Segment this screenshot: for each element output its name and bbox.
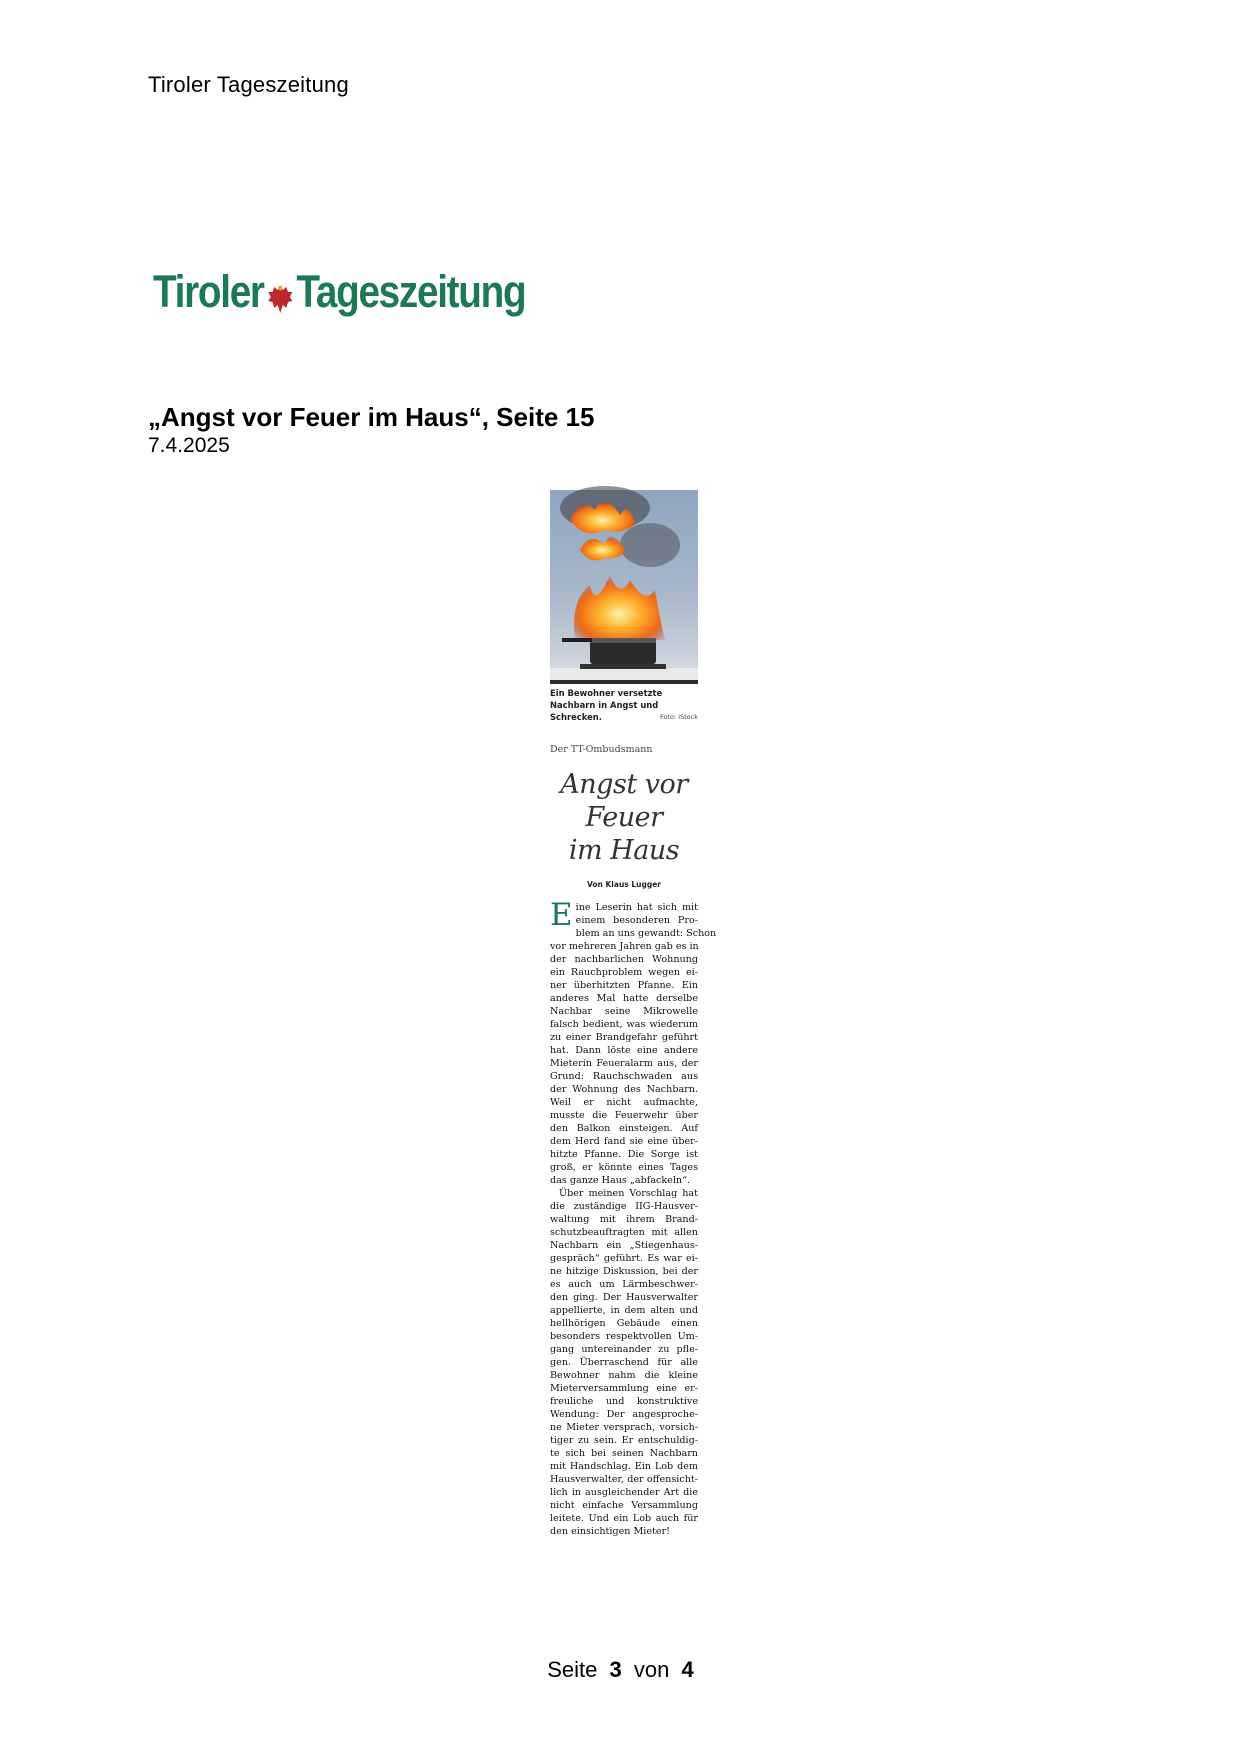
article-line: hat. Dann löste eine andere: [550, 1045, 698, 1056]
paragraph-2: [550, 1187, 698, 1538]
article-byline: Von Klaus Lugger: [587, 880, 661, 889]
paragraph-1: [550, 897, 717, 1187]
article-line: groß, er könnte eines Tages: [550, 1162, 698, 1173]
article-line: ner überhitzten Pfanne. Ein: [550, 980, 698, 991]
footer-prefix: Seite: [547, 1657, 598, 1682]
article-line: es auch um Lärmbeschwer-: [550, 1279, 698, 1290]
page-footer: [0, 1657, 1241, 1683]
photo-caption-text: Ein Bewohner versetzte Nachbarn in Angst und Schrecken.: [550, 688, 663, 722]
article-line: hellhörigen Gebäude einen: [550, 1318, 698, 1329]
article-line: den ging. Der Hausverwalter: [550, 1292, 698, 1303]
logo-text-left: Tiroler: [153, 266, 264, 317]
article-line: Bewohner nahm die kleine: [550, 1370, 698, 1381]
headline-line: Angst vor: [560, 769, 688, 800]
article-body: [550, 897, 717, 1538]
article-line: blem an uns gewandt: Schon: [575, 928, 717, 939]
article-line: den Balkon einsteigen. Auf: [550, 1123, 698, 1134]
tyrolean-eagle-icon: [267, 275, 293, 309]
article-line: gespräch“ geführt. Es war ei-: [550, 1253, 698, 1264]
article-line: besonders respektvollen Um-: [550, 1331, 698, 1342]
paragraph-1-lines: [550, 897, 717, 1187]
photo-credit: Foto: iStock: [659, 713, 698, 721]
footer-middle: von: [633, 1657, 670, 1682]
article-line: der nachbarlichen Wohnung: [550, 954, 698, 965]
article-clipping: [550, 490, 717, 1538]
article-line: te sich bei seinen Nachbarn: [550, 1448, 698, 1459]
footer-current-page: 3: [609, 1657, 622, 1682]
article-line: ne hitzige Diskussion, bei der: [550, 1266, 698, 1277]
article-line: appellierte, in dem alten und: [550, 1305, 698, 1316]
paragraph-2-lines: [550, 1187, 698, 1538]
article-photo: [550, 490, 698, 684]
footer-total-pages: 4: [681, 1657, 694, 1682]
article-line: vor mehreren Jahren gab es in: [550, 941, 699, 952]
article-line: schutzbeauftragten mit allen: [550, 1227, 698, 1238]
article-line: Nachbar seine Mikrowelle: [550, 1006, 698, 1017]
article-line: waltung mit ihrem Brand-: [550, 1214, 698, 1225]
article-line: zu einer Brandgefahr geführt: [550, 1032, 698, 1043]
article-line: ein Rauchproblem wegen ei-: [550, 967, 698, 978]
article-line: den einsichtigen Mieter!: [550, 1526, 671, 1537]
source-header: Tiroler Tageszeitung: [148, 72, 349, 97]
article-line: Weil er nicht aufmachte,: [550, 1097, 698, 1108]
article-line: das ganze Haus „abfackeln“.: [550, 1175, 691, 1186]
article-line: nicht einfache Versammlung: [550, 1500, 698, 1511]
article-line: anderes Mal hatte derselbe: [550, 993, 698, 1004]
article-line: Mieterin Feueralarm aus, der: [550, 1058, 698, 1069]
article-kicker: Der TT-Ombudsmann: [550, 744, 653, 755]
article-line: freuliche und konstruktive: [550, 1396, 698, 1407]
article-line: Hausverwalter, der offensicht-: [550, 1474, 698, 1485]
article-line: ne Mieter versprach, vorsich-: [550, 1422, 698, 1433]
article-line: Wendung: Der angesproche-: [550, 1409, 698, 1420]
headline-line: Feuer: [585, 802, 663, 833]
dropcap: E: [550, 897, 573, 933]
article-line: hitzte Pfanne. Die Sorge ist: [550, 1149, 698, 1160]
article-line: einem besonderen Pro-: [575, 915, 698, 926]
photo-caption: [550, 687, 698, 723]
article-line: der Wohnung des Nachbarn.: [550, 1084, 698, 1095]
article-line: gang untereinander zu pfle-: [550, 1344, 698, 1355]
article-line: Über meinen Vorschlag hat: [559, 1188, 698, 1199]
article-line: leitete. Und ein Lob auch für: [550, 1513, 698, 1524]
clipping-date: 7.4.2025: [148, 434, 230, 457]
article-line: gen. Überraschend für alle: [550, 1357, 698, 1368]
article-line: tiger zu sein. Er entschuldig-: [550, 1435, 698, 1446]
article-line: falsch bedient, was wiederum: [550, 1019, 698, 1030]
headline-line: im Haus: [568, 835, 680, 866]
article-line: Grund: Rauchschwaden aus: [550, 1071, 698, 1082]
article-line: dem Herd fand sie eine über-: [550, 1136, 698, 1147]
article-line: mit Handschlag. Ein Lob dem: [550, 1461, 698, 1472]
article-line: Nachbarn ein „Stiegenhaus-: [550, 1240, 698, 1251]
article-line: lich in ausgleichender Art die: [550, 1487, 698, 1498]
article-headline: [550, 768, 698, 867]
logo-text-right: Tageszeitung: [296, 266, 526, 317]
article-line: Mieterversammlung eine er-: [550, 1383, 698, 1394]
article-line: musste die Feuerwehr über: [550, 1110, 698, 1121]
article-line: die zuständige IIG-Hausver-: [550, 1201, 698, 1212]
clipping-title: „Angst vor Feuer im Haus“, Seite 15: [148, 402, 595, 432]
burning-pan-image: [550, 490, 698, 684]
article-line: ine Leserin hat sich mit: [575, 902, 698, 913]
newspaper-logo: [153, 266, 525, 318]
